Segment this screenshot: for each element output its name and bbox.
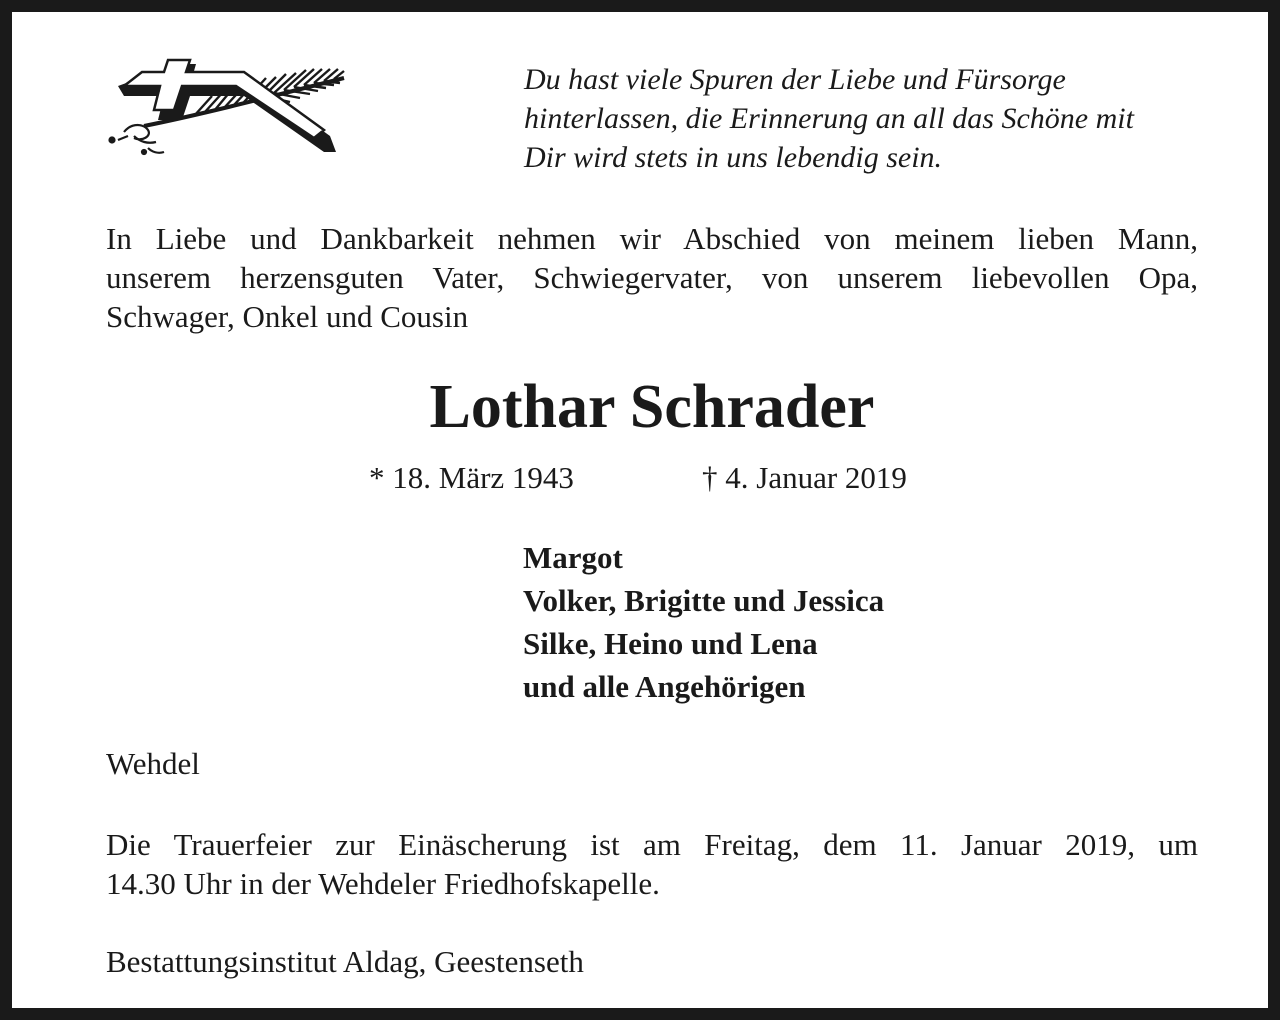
mourner-entry: Volker, Brigitte und Jessica [523, 583, 885, 618]
place-name: Wehdel [106, 746, 200, 781]
intro-line: Schwager, Onkel und Cousin [106, 299, 469, 334]
poem-line: Dir wird stets in uns lebendig sein. [524, 141, 943, 174]
poem-line: Du hast viele Spuren der Liebe und Fürsorge [524, 63, 1066, 96]
birth-date: * 18. März 1943 [369, 460, 574, 495]
mourner-entry: Margot [523, 540, 623, 575]
cross-with-palm-branch-icon [104, 56, 354, 171]
mourner-entry: und alle Angehörigen [523, 669, 806, 704]
ceremony-line: Die Trauerfeier zur Einäscherung ist am Freitag, dem 11. Januar 2019, um [106, 827, 1198, 862]
ceremony-line: 14.30 Uhr in der Wehdeler Friedhofskapelle. [106, 866, 660, 901]
undertaker-name: Bestattungsinstitut Aldag, Geestenseth [106, 944, 584, 979]
mourners-list [523, 536, 884, 708]
intro-line: In Liebe und Dankbarkeit nehmen wir Abschied von meinem lieben Mann, [106, 221, 1198, 256]
intro-paragraph [106, 219, 1198, 336]
mourner-entry: Silke, Heino und Lena [523, 626, 818, 661]
intro-line: unserem herzensguten Vater, Schwiegervater, von unserem liebevollen Opa, [106, 260, 1198, 295]
poem-line: hinterlassen, die Erinnerung an all das Schöne mit [524, 102, 1134, 135]
death-date: † 4. Januar 2019 [702, 460, 907, 495]
memorial-poem [524, 60, 1224, 177]
ceremony-paragraph [106, 825, 1198, 903]
deceased-name: Lothar Schrader [429, 373, 875, 441]
